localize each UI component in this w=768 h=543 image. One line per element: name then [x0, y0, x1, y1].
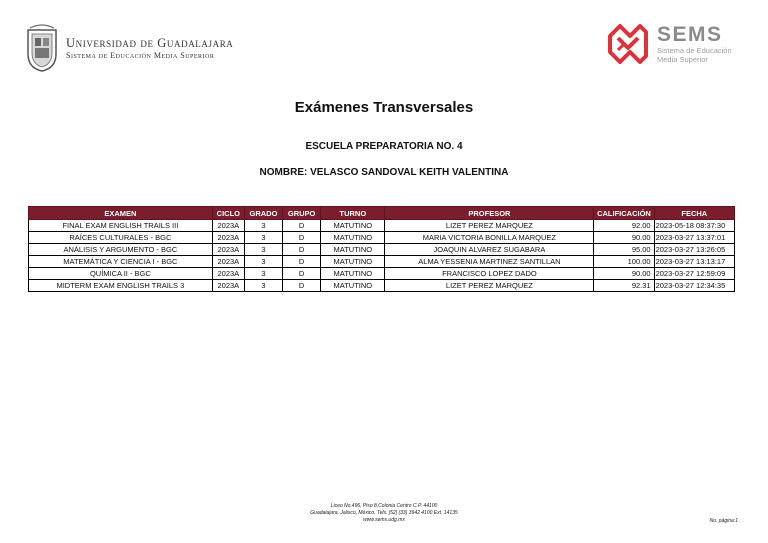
grade-cell: 3 — [244, 256, 282, 268]
date-cell: 2023-03-27 12:34:35 — [654, 280, 734, 292]
exam-name-cell: MIDTERM EXAM ENGLISH TRAILS 3 — [29, 280, 213, 292]
group-cell: D — [283, 256, 321, 268]
column-header: CALIFICACIÓN — [594, 207, 654, 220]
shift-cell: MATUTINO — [321, 268, 385, 280]
document-title: Exámenes Transversales — [294, 99, 474, 116]
footer-address — [0, 503, 768, 524]
cycle-cell: 2023A — [212, 280, 244, 292]
date-cell: 2023-03-27 13:13:17 — [654, 256, 734, 268]
score-cell: 90.00 — [594, 268, 654, 280]
teacher-cell: ALMA YESSENIA MARTINEZ SANTILLAN — [385, 256, 594, 268]
date-cell: 2023-03-27 13:37:01 — [654, 232, 734, 244]
udg-wordmark — [66, 36, 233, 61]
exam-name-cell: RAÍCES CULTURALES - BGC — [29, 232, 213, 244]
column-header: FECHA — [654, 207, 734, 220]
teacher-cell: LIZET PEREZ MARQUEZ — [385, 220, 594, 232]
cycle-cell: 2023A — [212, 256, 244, 268]
sems-subtitle-line2: Media Superior — [657, 55, 708, 64]
table-row — [29, 244, 735, 256]
score-cell: 90.00 — [594, 232, 654, 244]
table-row — [29, 232, 735, 244]
column-header: TURNO — [321, 207, 385, 220]
group-cell: D — [283, 220, 321, 232]
exams-table — [28, 206, 735, 292]
exam-name-cell: QUÍMICA II - BGC — [29, 268, 213, 280]
sems-logo-icon — [606, 24, 650, 64]
exams-table-body — [29, 220, 735, 292]
cycle-cell: 2023A — [212, 268, 244, 280]
date-cell: 2023-03-27 13:26:05 — [654, 244, 734, 256]
student-name: NOMBRE: VELASCO SANDOVAL KEITH VALENTINA — [259, 167, 509, 178]
sems-subtitle-line1: Sistema de Educación — [657, 46, 732, 55]
udg-name: Universidad de Guadalajara — [66, 36, 234, 50]
footer-line3: www.sems.udg.mx — [363, 517, 405, 523]
table-row — [29, 280, 735, 292]
score-cell: 92.31 — [594, 280, 654, 292]
score-cell: 100.00 — [594, 256, 654, 268]
footer-line2: Guadalajara, Jalisco, México. Tels. [52] (33) 3942 4100 Ext. 14135 — [310, 510, 458, 516]
shift-cell: MATUTINO — [321, 280, 385, 292]
teacher-cell: LIZET PEREZ MARQUEZ — [385, 280, 594, 292]
grade-cell: 3 — [244, 268, 282, 280]
exam-name-cell: MATEMÁTICA Y CIENCIA I - BGC — [29, 256, 213, 268]
group-cell: D — [283, 232, 321, 244]
exams-table-header — [29, 207, 735, 220]
grade-cell: 3 — [244, 244, 282, 256]
exam-name-cell: ANÁLISIS Y ARGUMENTO - BGC — [29, 244, 213, 256]
sems-subtitle — [657, 46, 732, 64]
column-header: GRUPO — [283, 207, 321, 220]
table-row — [29, 268, 735, 280]
column-header: EXAMEN — [29, 207, 213, 220]
date-cell: 2023-05-18 08:37:30 — [654, 220, 734, 232]
shift-cell: MATUTINO — [321, 256, 385, 268]
shift-cell: MATUTINO — [321, 220, 385, 232]
teacher-cell: JOAQUIN ALVAREZ SUGABARA — [385, 244, 594, 256]
table-row — [29, 256, 735, 268]
shift-cell: MATUTINO — [321, 232, 385, 244]
header-row — [29, 207, 735, 220]
shift-cell: MATUTINO — [321, 244, 385, 256]
teacher-cell: MARIA VICTORIA BONILLA MARQUEZ — [385, 232, 594, 244]
sems-name: SEMS — [657, 23, 723, 46]
grade-cell: 3 — [244, 220, 282, 232]
footer-line1: Liceo No.496, Piso 8,Colonia Centro C.P. 44100 — [330, 503, 438, 509]
grade-cell: 3 — [244, 280, 282, 292]
cycle-cell: 2023A — [212, 220, 244, 232]
date-cell: 2023-03-27 12:59:09 — [654, 268, 734, 280]
table-row — [29, 220, 735, 232]
teacher-cell: FRANCISCO LOPEZ DADO — [385, 268, 594, 280]
exam-name-cell: FINAL EXAM ENGLISH TRAILS III — [29, 220, 213, 232]
column-header: PROFESOR — [385, 207, 594, 220]
group-cell: D — [283, 280, 321, 292]
cycle-cell: 2023A — [212, 244, 244, 256]
page-number: No. página:1 — [709, 518, 738, 524]
school-name: ESCUELA PREPARATORIA NO. 4 — [305, 141, 463, 152]
column-header: GRADO — [244, 207, 282, 220]
group-cell: D — [283, 244, 321, 256]
udg-subtitle: Sistema de Educación Media Superior — [66, 51, 215, 60]
column-header: CICLO — [212, 207, 244, 220]
group-cell: D — [283, 268, 321, 280]
score-cell: 92.00 — [594, 220, 654, 232]
udg-seal-icon — [24, 24, 60, 72]
grade-cell: 3 — [244, 232, 282, 244]
score-cell: 95.00 — [594, 244, 654, 256]
cycle-cell: 2023A — [212, 232, 244, 244]
